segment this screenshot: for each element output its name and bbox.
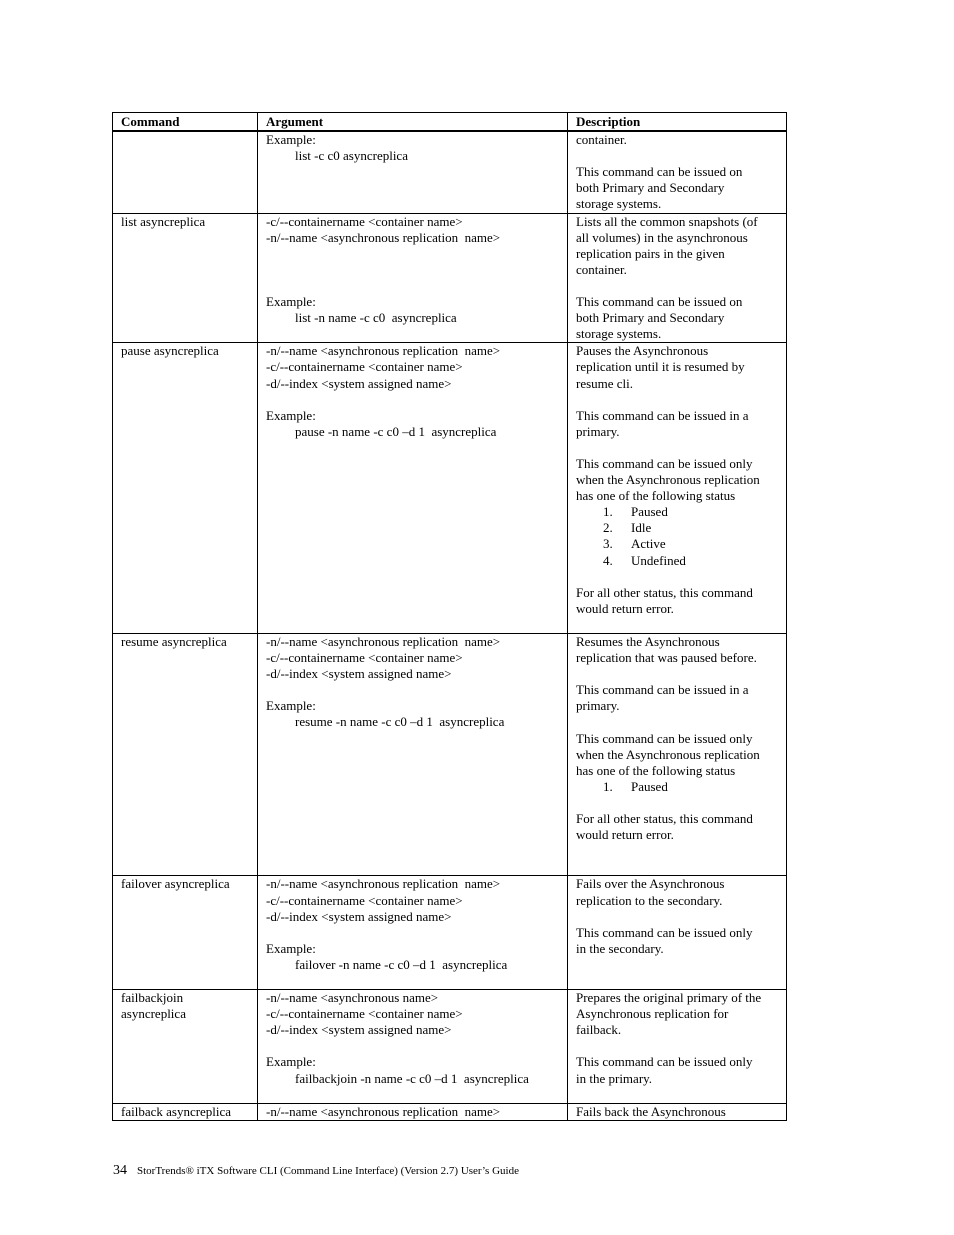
table-body (113, 131, 787, 1120)
table-row (113, 634, 787, 876)
description-line: replication to the secondary. (576, 892, 723, 908)
description-line: when the Asynchronous replication (576, 746, 760, 762)
description-line: both Primary and Secondary (576, 180, 725, 196)
description-line: in the primary. (576, 1070, 653, 1086)
blank-line (266, 925, 563, 941)
table-header-row (113, 113, 787, 132)
table-row (113, 343, 787, 634)
description-line: storage systems. (576, 326, 662, 342)
argument-line: -d/--index <system assigned name> (266, 1022, 452, 1038)
description-line: both Primary and Secondary (576, 310, 725, 326)
blank-line (266, 1087, 563, 1103)
description-line: Pauses the Asynchronous (576, 343, 709, 359)
argument-line: -n/--name <asynchronous replication name> (266, 634, 501, 649)
command-line: pause asyncreplica (121, 343, 219, 359)
argument-cell (258, 634, 568, 876)
command-cell (113, 1103, 258, 1120)
argument-cell (258, 343, 568, 634)
status-list-item (576, 536, 782, 552)
description-line: Resumes the Asynchronous (576, 634, 720, 649)
description-line: container. (576, 261, 627, 277)
argument-line: -n/--name <asynchronous replication name> (266, 229, 501, 245)
description-line: all volumes) in the asynchronous (576, 229, 748, 245)
command-cell (113, 213, 258, 343)
argument-line: Example: (266, 698, 316, 714)
description-line: Lists all the common snapshots (of (576, 213, 758, 229)
command-cell (113, 343, 258, 634)
description-line: This command can be issued in a (576, 682, 749, 698)
description-line: This command can be issued on (576, 294, 743, 310)
blank-line (576, 666, 782, 682)
description-line: For all other status, this command (576, 584, 753, 600)
blank-line (266, 973, 563, 989)
list-number: 2. (603, 520, 613, 536)
argument-line: -d/--index <system assigned name> (266, 375, 452, 391)
description-line: This command can be issued only (576, 1054, 753, 1070)
argument-line: -c/--containername <container name> (266, 650, 463, 666)
blank-line (576, 909, 782, 925)
argument-line: -n/--name <asynchronous replication name> (266, 343, 501, 359)
list-text: Undefined (631, 552, 686, 568)
description-line: replication pairs in the given (576, 245, 725, 261)
description-line: would return error. (576, 827, 674, 843)
command-cell (113, 990, 258, 1104)
command-cell (113, 876, 258, 990)
list-text: Paused (631, 778, 668, 794)
description-cell (568, 876, 787, 990)
blank-line (266, 278, 563, 294)
argument-line: -c/--containername <container name> (266, 213, 463, 229)
description-line: would return error. (576, 600, 674, 616)
blank-line (576, 440, 782, 456)
table-row (113, 213, 787, 343)
description-line: container. (576, 132, 627, 148)
command-line: failback asyncreplica (121, 1103, 232, 1119)
argument-line: list -c c0 asyncreplica (295, 148, 408, 164)
list-text: Active (631, 536, 666, 552)
description-line: Prepares the original primary of the (576, 990, 762, 1006)
description-line: Fails over the Asynchronous (576, 876, 725, 892)
argument-cell (258, 876, 568, 990)
description-line: replication that was paused before. (576, 650, 757, 666)
blank-line (266, 682, 563, 698)
table-row (113, 990, 787, 1104)
page-number: 34 (113, 1163, 127, 1178)
list-text: Paused (631, 504, 668, 520)
argument-cell (258, 131, 568, 213)
argument-line: list -n name -c c0 asyncreplica (295, 310, 457, 326)
blank-line (576, 843, 782, 859)
list-number: 3. (603, 536, 613, 552)
argument-line: -d/--index <system assigned name> (266, 908, 452, 924)
status-list-item (576, 779, 782, 795)
description-line: This command can be issued only (576, 924, 753, 940)
description-cell (568, 131, 787, 213)
argument-cell (258, 213, 568, 343)
status-list-item (576, 553, 782, 569)
description-line: in the secondary. (576, 940, 664, 956)
blank-line (266, 262, 563, 278)
argument-cell (258, 1103, 568, 1120)
list-text: Idle (631, 520, 652, 536)
command-line: list asyncreplica (121, 213, 206, 229)
description-line: primary. (576, 698, 620, 714)
command-cell (113, 634, 258, 876)
table-row (113, 1103, 787, 1120)
command-line: asyncreplica (121, 1006, 186, 1022)
argument-cell (258, 990, 568, 1104)
description-line: failback. (576, 1022, 622, 1038)
argument-line: Example: (266, 132, 316, 148)
table-row (113, 876, 787, 990)
page-footer (113, 1163, 519, 1179)
list-number: 1. (603, 778, 613, 794)
blank-line (266, 1038, 563, 1054)
blank-line (576, 392, 782, 408)
description-cell (568, 1103, 787, 1120)
argument-line: -n/--name <asynchronous replication name> (266, 876, 501, 892)
argument-line: -n/--name <asynchronous name> (266, 990, 439, 1006)
blank-line (576, 569, 782, 585)
argument-line: Example: (266, 294, 316, 310)
header-command: Command (113, 113, 258, 132)
argument-line: Example: (266, 407, 316, 423)
argument-line: failbackjoin -n name -c c0 –d 1 asyncreplica (295, 1070, 529, 1086)
command-line: failover asyncreplica (121, 876, 230, 892)
description-line: primary. (576, 423, 620, 439)
description-line: has one of the following status (576, 762, 736, 778)
blank-line (576, 278, 782, 294)
blank-line (576, 795, 782, 811)
description-line: has one of the following status (576, 488, 736, 504)
argument-line: -c/--containername <container name> (266, 892, 463, 908)
description-line: Fails back the Asynchronous (576, 1103, 726, 1119)
blank-line (576, 1038, 782, 1054)
description-line: replication until it is resumed by (576, 359, 745, 375)
blank-line (266, 246, 563, 262)
argument-line: -c/--containername <container name> (266, 359, 463, 375)
description-cell (568, 213, 787, 343)
blank-line (266, 392, 563, 408)
argument-line: -c/--containername <container name> (266, 1006, 463, 1022)
description-line: This command can be issued only (576, 730, 753, 746)
description-cell (568, 343, 787, 634)
description-cell (568, 634, 787, 876)
argument-line: failover -n name -c c0 –d 1 asyncreplica (295, 956, 508, 972)
command-cell (113, 131, 258, 213)
description-line: when the Asynchronous replication (576, 472, 760, 488)
list-number: 4. (603, 552, 613, 568)
description-line: This command can be issued in a (576, 407, 749, 423)
command-table (112, 112, 787, 1121)
argument-line: Example: (266, 940, 316, 956)
header-argument: Argument (258, 113, 568, 132)
header-description: Description (568, 113, 787, 132)
blank-line (576, 859, 782, 875)
table-row (113, 131, 787, 213)
argument-line: resume -n name -c c0 –d 1 asyncreplica (295, 714, 505, 730)
footer-title: StorTrends® iTX Software CLI (Command Line Interface) (Version 2.7) User’s Guide (137, 1165, 519, 1177)
description-line: resume cli. (576, 375, 634, 391)
list-number: 1. (603, 504, 613, 520)
status-list-item (576, 504, 782, 520)
argument-line: Example: (266, 1054, 316, 1070)
description-cell (568, 990, 787, 1104)
command-line: failbackjoin (121, 990, 184, 1006)
status-list-item (576, 520, 782, 536)
blank-line (576, 148, 782, 164)
description-line: For all other status, this command (576, 811, 753, 827)
description-line: Asynchronous replication for (576, 1006, 729, 1022)
description-line: storage systems. (576, 196, 662, 212)
command-line: resume asyncreplica (121, 634, 227, 649)
argument-line: -d/--index <system assigned name> (266, 666, 452, 682)
description-line: This command can be issued on (576, 164, 743, 180)
blank-line (576, 714, 782, 730)
argument-line: -n/--name <asynchronous replication name> (266, 1103, 501, 1119)
description-line: This command can be issued only (576, 455, 753, 471)
argument-line: pause -n name -c c0 –d 1 asyncreplica (295, 423, 497, 439)
blank-line (576, 617, 782, 633)
